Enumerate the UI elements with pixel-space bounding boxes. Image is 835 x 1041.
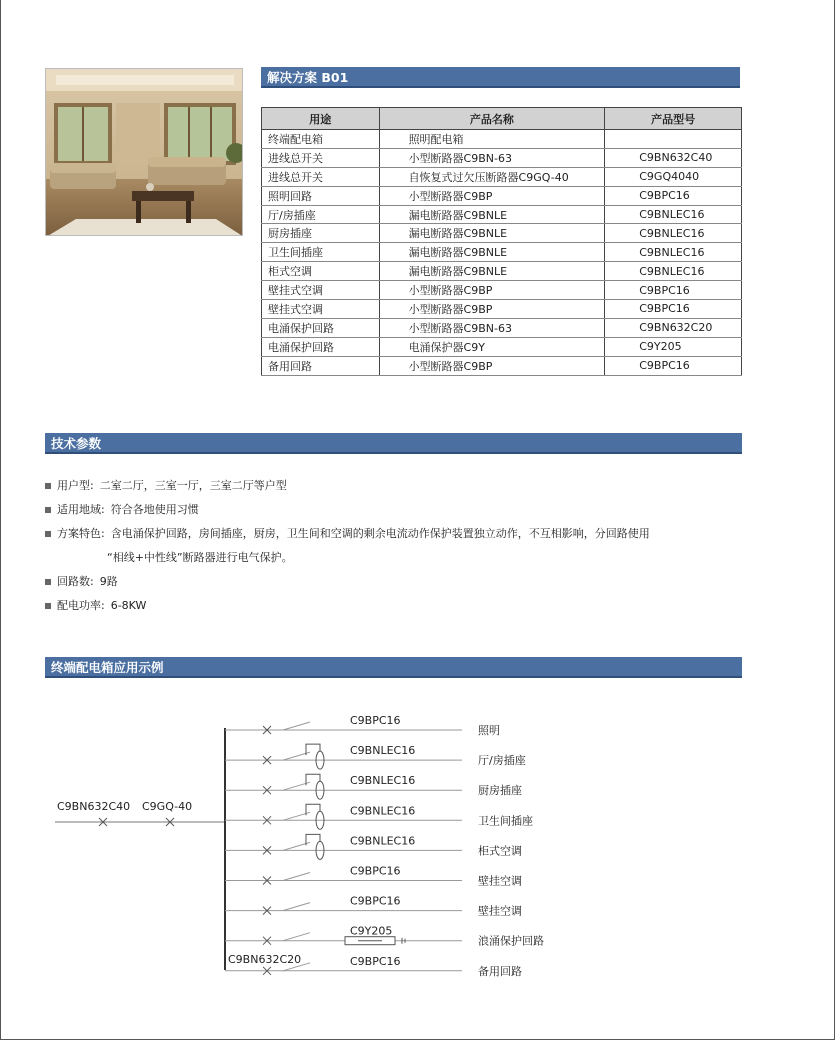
branch-switch xyxy=(283,722,310,730)
cell-usage: 厨房插座 xyxy=(262,224,380,243)
bus-breaker-label: C9BN632C20 xyxy=(228,953,302,966)
branch-name-label: 浪涌保护回路 xyxy=(478,934,544,948)
diagram-title: 终端配电箱应用示例 xyxy=(51,660,164,675)
branch-name-label: 照明 xyxy=(478,724,500,737)
table-row xyxy=(262,356,742,375)
cell-product-model xyxy=(605,130,742,149)
branch-model-label: C9BPC16 xyxy=(350,894,401,908)
wiring-diagram xyxy=(40,700,600,1000)
param-item xyxy=(45,474,650,498)
solution-title: 解决方案 B01 xyxy=(267,70,349,85)
param-item xyxy=(45,522,650,546)
table-row xyxy=(262,130,742,149)
param-value: 9路 xyxy=(99,575,118,588)
branch-name-label: 备用回路 xyxy=(478,964,522,978)
cell-product-model: C9BNLEC16 xyxy=(605,224,742,243)
branch-model-label: C9BNLEC16 xyxy=(350,774,416,788)
header-product-model: 产品型号 xyxy=(605,108,742,130)
cell-usage: 进线总开关 xyxy=(262,148,380,167)
cell-usage: 厅/房插座 xyxy=(262,205,380,224)
param-item xyxy=(45,594,650,618)
branch-name-label: 厨房插座 xyxy=(478,784,522,798)
table-row xyxy=(262,243,742,262)
bullet-icon xyxy=(45,483,51,489)
branch-model-label: C9Y205 xyxy=(350,924,393,938)
branch-model-label: C9BPC16 xyxy=(350,714,401,727)
cell-usage: 电涌保护回路 xyxy=(262,318,380,337)
bullet-icon xyxy=(45,507,51,513)
cell-product-model: C9BN632C20 xyxy=(605,318,742,337)
table-row xyxy=(262,300,742,319)
table-header-row xyxy=(262,108,742,130)
table-row xyxy=(262,262,742,281)
cell-usage: 备用回路 xyxy=(262,356,380,375)
cell-product-name: 小型断路器C9BP xyxy=(379,281,605,300)
table-row xyxy=(262,337,742,356)
param-continuation: “相线+中性线”断路器进行电气保护。 xyxy=(107,551,293,564)
table-row xyxy=(262,148,742,167)
diagram-title-bar xyxy=(45,657,742,678)
branch-model-label: C9BPC16 xyxy=(350,954,401,968)
cell-usage: 卫生间插座 xyxy=(262,243,380,262)
surge-breaker-label: C9GQ-40 xyxy=(142,800,193,813)
cell-product-model: C9BNLEC16 xyxy=(605,205,742,224)
table-row xyxy=(262,167,742,186)
branch-name-label: 卫生间插座 xyxy=(478,814,533,828)
cell-usage: 壁挂式空调 xyxy=(262,300,380,319)
cell-product-model: C9Y205 xyxy=(605,337,742,356)
solution-title-bar xyxy=(261,67,740,88)
table-row xyxy=(262,281,742,300)
cell-usage: 壁挂式空调 xyxy=(262,281,380,300)
param-value: 6-8KW xyxy=(110,599,147,612)
branch-name-label: 柜式空调 xyxy=(478,844,522,858)
cell-product-model: C9BPC16 xyxy=(605,356,742,375)
main-breaker-label: C9BN632C40 xyxy=(57,800,131,813)
cell-product-name: 漏电断路器C9BNLE xyxy=(379,224,605,243)
cell-usage: 柜式空调 xyxy=(262,262,380,281)
branch-model-label: C9BNLEC16 xyxy=(350,834,416,848)
header-usage: 用途 xyxy=(262,108,380,130)
branch-name-label: 壁挂空调 xyxy=(478,904,522,918)
cell-product-model: C9BPC16 xyxy=(605,300,742,319)
param-label: 适用地域: xyxy=(57,503,105,516)
cell-product-name: 漏电断路器C9BNLE xyxy=(379,205,605,224)
cell-product-name: 照明配电箱 xyxy=(379,130,605,149)
cell-product-name: 小型断路器C9BP xyxy=(379,300,605,319)
branch-name-label: 厅/房插座 xyxy=(478,754,526,768)
cell-product-name: 小型断路器C9BP xyxy=(379,356,605,375)
cell-usage: 终端配电箱 xyxy=(262,130,380,149)
cell-product-name: 漏电断路器C9BNLE xyxy=(379,243,605,262)
bullet-icon xyxy=(45,531,51,537)
params-list xyxy=(45,474,650,618)
table-row xyxy=(262,224,742,243)
params-title: 技术参数 xyxy=(51,436,102,451)
cell-product-model: C9BNLEC16 xyxy=(605,243,742,262)
table-row xyxy=(262,186,742,205)
cell-product-model: C9BNLEC16 xyxy=(605,262,742,281)
cell-usage: 照明回路 xyxy=(262,186,380,205)
cell-usage: 电涌保护回路 xyxy=(262,337,380,356)
branch-model-label: C9BNLEC16 xyxy=(350,744,416,758)
cell-product-name: 小型断路器C9BN-63 xyxy=(379,148,605,167)
product-table xyxy=(261,107,742,376)
param-item xyxy=(45,498,650,522)
param-value: 二室二厅，三室一厅，三室二厅等户型 xyxy=(99,479,287,492)
branch-switch xyxy=(283,933,310,941)
rcd-trip-icon xyxy=(306,804,320,815)
cell-product-name: 自恢复式过欠压断路器C9GQ-40 xyxy=(379,167,605,186)
param-value: 符合各地使用习惯 xyxy=(110,503,199,516)
header-product-name: 产品名称 xyxy=(379,108,605,130)
cell-product-name: 小型断路器C9BN-63 xyxy=(379,318,605,337)
living-room-photo xyxy=(45,68,243,236)
cell-product-model: C9GQ4040 xyxy=(605,167,742,186)
bullet-icon xyxy=(45,579,51,585)
table-row xyxy=(262,318,742,337)
cell-product-name: 电涌保护器C9Y xyxy=(379,337,605,356)
cell-product-model: C9BN632C40 xyxy=(605,148,742,167)
rcd-trip-icon xyxy=(306,774,320,785)
param-value: 含电涌保护回路，房间插座，厨房，卫生间和空调的剩余电流动作保护装置独立动作，不互相影响，分回路使用 xyxy=(110,527,650,540)
params-title-bar xyxy=(45,433,742,454)
branch-name-label: 壁挂空调 xyxy=(478,874,522,888)
branch-switch xyxy=(283,903,310,911)
cell-product-name: 漏电断路器C9BNLE xyxy=(379,262,605,281)
table-row xyxy=(262,205,742,224)
branch-model-label: C9BPC16 xyxy=(350,864,401,878)
bullet-icon xyxy=(45,603,51,609)
cell-product-model: C9BPC16 xyxy=(605,281,742,300)
branch-model-label: C9BNLEC16 xyxy=(350,804,416,818)
cell-product-name: 小型断路器C9BP xyxy=(379,186,605,205)
rcd-trip-icon xyxy=(306,834,320,845)
param-item xyxy=(45,570,650,594)
rcd-trip-icon xyxy=(306,744,320,755)
param-label: 配电功率: xyxy=(57,599,105,612)
param-label: 用户型: xyxy=(57,479,94,492)
cell-product-model: C9BPC16 xyxy=(605,186,742,205)
param-label: 方案特色: xyxy=(57,527,105,540)
branch-switch xyxy=(283,873,310,881)
param-label: 回路数: xyxy=(57,575,94,588)
cell-usage: 进线总开关 xyxy=(262,167,380,186)
